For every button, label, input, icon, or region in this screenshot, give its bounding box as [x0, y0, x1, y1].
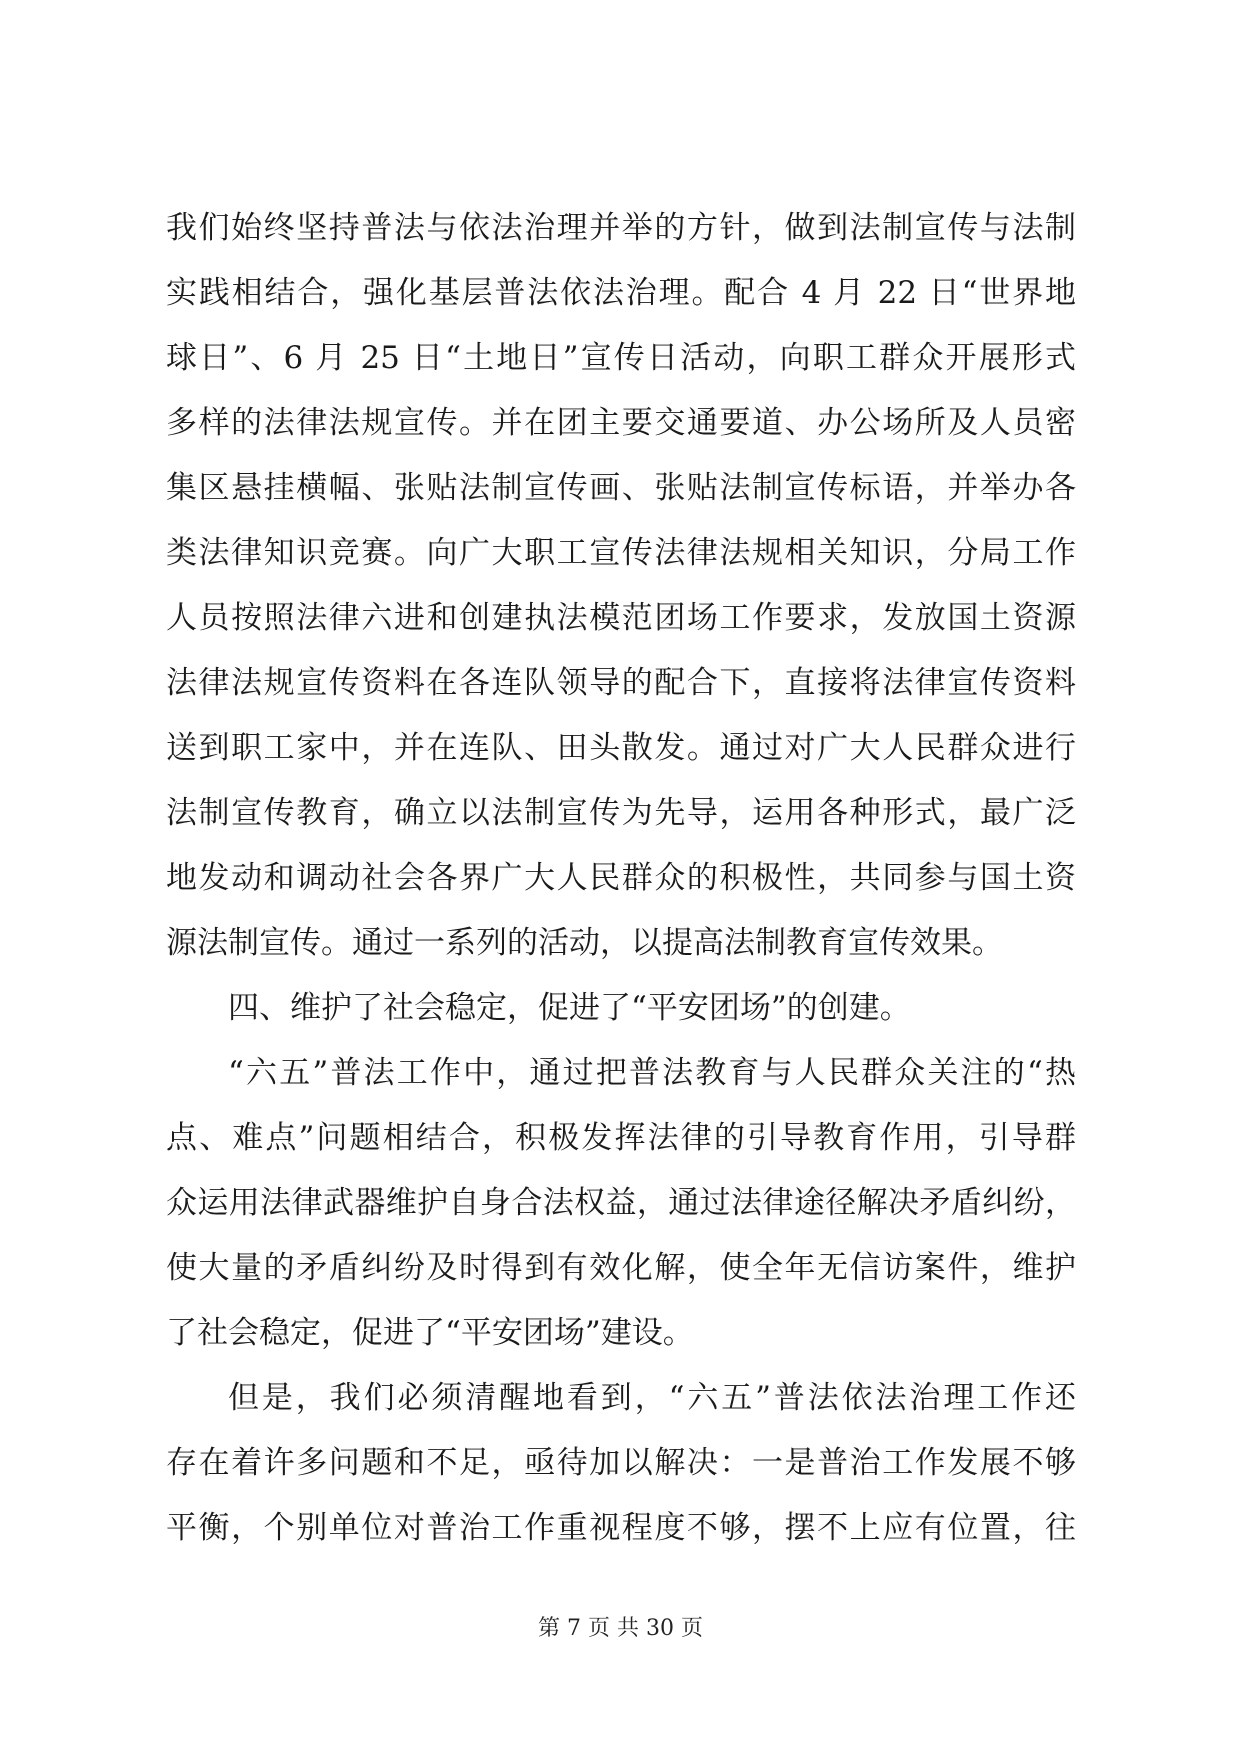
text-line-4: 多样的法律法规宣传。并在团主要交通要道、办公场所及人员密: [166, 405, 1076, 441]
text-line-2: 实践相结合，强化基层普法依法治理。配合 4 月 22 日“世界地: [166, 275, 1076, 311]
text-line-18: 了社会稳定，促进了“平安团场”建设。: [166, 1315, 694, 1351]
text-line-11: 地发动和调动社会各界广大人民群众的积极性，共同参与国土资: [166, 860, 1076, 896]
body-text: [166, 196, 1076, 1561]
section-heading: 四、维护了社会稳定，促进了“平安团场”的创建。: [228, 990, 911, 1026]
text-line-5: 集区悬挂横幅、张贴法制宣传画、张贴法制宣传标语，并举办各: [166, 470, 1076, 506]
text-line-8: 法律法规宣传资料在各连队领导的配合下，直接将法律宣传资料: [166, 665, 1076, 701]
text-line-15: 点、难点”问题相结合，积极发挥法律的引导教育作用，引导群: [166, 1120, 1076, 1156]
text-line-3: 球日”、6 月 25 日“土地日”宣传日活动，向职工群众开展形式: [166, 340, 1076, 376]
text-line-14: “六五”普法工作中，通过把普法教育与人民群众关注的“热: [228, 1055, 1076, 1091]
text-line-16: 众运用法律武器维护自身合法权益，通过法律途径解决矛盾纠纷，: [166, 1185, 1076, 1221]
text-line-21: 平衡，个别单位对普治工作重视程度不够，摆不上应有位置，往: [166, 1510, 1076, 1546]
text-line-12: 源法制宣传。通过一系列的活动，以提高法制教育宣传效果。: [166, 925, 1003, 961]
text-line-7: 人员按照法律六进和创建执法模范团场工作要求，发放国土资源: [166, 600, 1076, 636]
text-line-1: 我们始终坚持普法与依法治理并举的方针，做到法制宣传与法制: [166, 210, 1076, 246]
text-line-6: 类法律知识竞赛。向广大职工宣传法律法规相关知识，分局工作: [166, 535, 1076, 571]
text-line-20: 存在着许多问题和不足，亟待加以解决：一是普治工作发展不够: [166, 1445, 1076, 1481]
text-line-17: 使大量的矛盾纠纷及时得到有效化解，使全年无信访案件，维护: [166, 1250, 1076, 1286]
text-line-10: 法制宣传教育，确立以法制宣传为先导，运用各种形式，最广泛: [166, 795, 1076, 831]
page-footer: 第 7 页 共 30 页: [538, 1616, 703, 1641]
text-line-9: 送到职工家中，并在连队、田头散发。通过对广大人民群众进行: [166, 730, 1076, 766]
text-line-19: 但是，我们必须清醒地看到，“六五”普法依法治理工作还: [228, 1380, 1076, 1416]
